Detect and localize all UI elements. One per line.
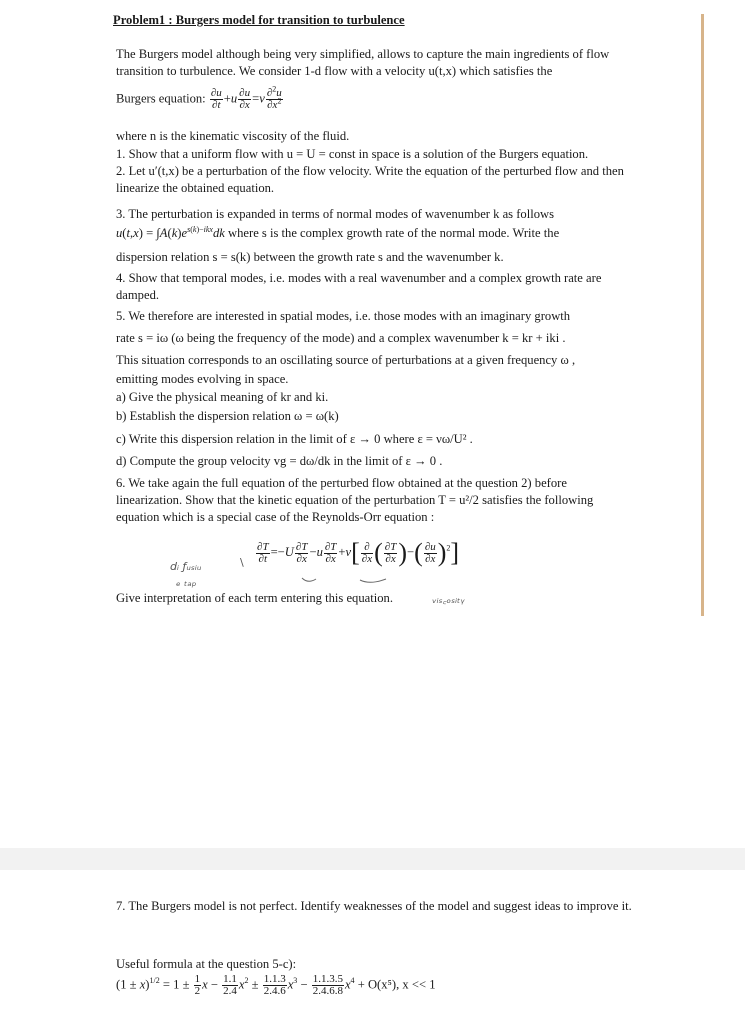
formula-tail: + O(x⁵), x << 1 <box>357 977 436 992</box>
intro-paragraph: The Burgers model although being very simplified, allows to capture the main ingredients of flow transition to turbulence. We consider 1-d flow with a velocity u(t,x) which satisfies the <box>116 47 610 78</box>
problem-title: Problem1 : Burgers model for transition to turbulence <box>113 13 405 27</box>
question-5b: b) Establish the dispersion relation ω = ω(k) <box>116 409 339 423</box>
question-3-line-1: 3. The perturbation is expanded in terms of normal modes of wavenumber k as follows <box>116 207 554 221</box>
normal-mode-expansion: $u(t,x) = \int A(k)e^{s(k)-ikx}dk$ where s is the complex growth rate of the normal mode. Write the <box>116 224 560 240</box>
question-5-line-2: rate s = iω (ω being the frequency of the mode) and a complex wavenumber k = kr + iki . <box>116 331 566 345</box>
question-3-line-3: dispersion relation s = s(k) between the growth rate s and the wavenumber k. <box>116 250 504 264</box>
question-5a: a) Give the physical meaning of kr and ki. <box>116 390 329 404</box>
burgers-label: Burgers equation: <box>116 91 206 106</box>
question-4: 4. Show that temporal modes, i.e. modes with a real wavenumber and a complex growth rate are damped. <box>116 271 602 302</box>
handwritten-annotation-left-2: ₑ ₜₐₚ <box>176 576 197 589</box>
handwritten-underlines <box>300 574 420 588</box>
question-6: 6. We take again the full equation of the perturbed flow obtained at the question 2) before linearization. Show that the kinetic equation of the perturbation T = u²/2 satisfies the following equation which is a special case of the Reynolds-Orr equation : <box>116 476 594 524</box>
formula-label: Useful formula at the question 5-c): <box>116 957 297 971</box>
question-5-line-4: emitting modes evolving in space. <box>116 372 289 386</box>
question-5-line-1: 5. We therefore are interested in spatial modes, i.e. those modes with an imaginary growth <box>116 309 571 323</box>
burgers-equation: Burgers equation: $\frac{\partial u}{\partial t}$ +u $\frac{\partial u}{\partial x}$ =ν $\frac{\partial^2u}{\partial x^2}$ <box>116 84 282 111</box>
margin-rule <box>701 14 704 616</box>
question-2: 2. Let u′(t,x) be a perturbation of the flow velocity. Write the equation of the perturbed flow and then linearize the obtained equation. <box>116 164 624 195</box>
question-1: 1. Show that a uniform flow with u = U = const in space is a solution of the Burgers equation. <box>116 147 589 161</box>
question-5-line-3: This situation corresponds to an oscillating source of perturbations at a given frequency ω , <box>116 353 576 367</box>
reynolds-orr-equation: $\frac{\partial T}{\partial t}$ =−U $\frac{\partial T}{\partial x}$ −u $\frac{\partial T}{\partial x}$ +ν[ $\frac{\partial}{\partial x}$ ( $\frac{\partial T}{\partial x}$ )−( $\frac{\partial u}{\partial x}$ )$^2$] <box>257 538 460 567</box>
page-2 <box>0 870 745 1024</box>
page-gap <box>0 848 745 870</box>
handwritten-annotation-right: ᵥᵢₛ꜀ₒₛᵢₜᵧ <box>432 593 465 606</box>
taylor-formula: $(1 \pm x)^{1/2} = 1$ ± $\frac{1}{2}$ x − $\frac{1.1}{2.4}$ $x^2$ ± $\frac{1.1.3}{2.4.6}$ $x^3$ − $\frac{1.1.3.5}{2.4.6.8}$ $x^4 + O(x^5)$, x << 1 <box>116 973 436 997</box>
question-7: 7. The Burgers model is not perfect. Identify weaknesses of the model and suggest ideas to improve it. <box>116 899 632 913</box>
handwritten-mark: \ <box>240 556 244 569</box>
viscosity-note: where n is the kinematic viscosity of the fluid. <box>116 129 350 143</box>
interpretation-prompt: Give interpretation of each term entering this equation. <box>116 591 393 605</box>
question-3-tail: where s is the complex growth rate of the normal mode. Write the <box>228 226 560 240</box>
handwritten-annotation-left: dᵢ ƒᵤₛᵢᵤ <box>170 560 202 573</box>
question-5c: c) Write this dispersion relation in the limit of ε → 0 where ε = νω/U² . <box>116 432 473 446</box>
question-5d: d) Compute the group velocity vg = dω/dk in the limit of ε → 0 . <box>116 454 443 468</box>
